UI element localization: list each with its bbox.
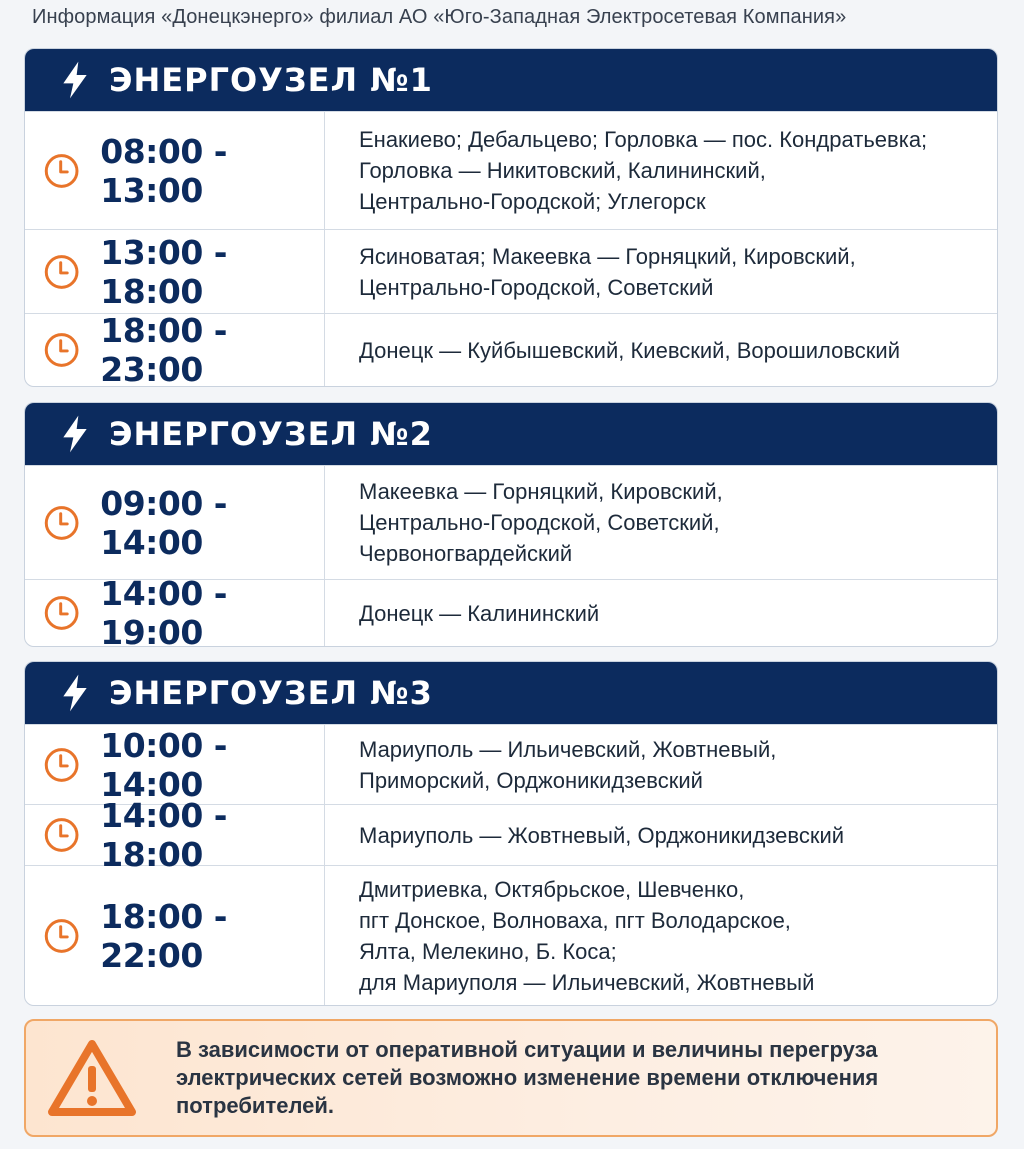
time-cell — [25, 725, 325, 804]
area-line: Центрально-Городской; Углегорск — [359, 189, 706, 214]
warning-line: В зависимости от оперативной ситуации и величины перегруза — [176, 1037, 878, 1062]
area-line: Дмитриевка, Октябрьское, Шевченко, — [359, 876, 745, 902]
time-range: 13:00 - 18:00 — [100, 232, 227, 311]
clock-icon — [43, 593, 80, 633]
time-range: 08:00 - 13:00 — [100, 131, 227, 210]
schedule-row — [25, 865, 997, 1005]
time-range: 18:00 - 23:00 — [100, 311, 227, 387]
area-line: Ялта, Мелекино, Б. Коса; — [359, 938, 617, 964]
source-info: Информация «Донецкэнерго» филиал АО «Юго-Западная Электросетевая Компания» — [32, 6, 847, 28]
lightning-icon — [55, 414, 95, 454]
areas-cell — [325, 725, 997, 804]
schedule-row — [25, 111, 997, 229]
areas-cell — [325, 112, 997, 229]
time-cell — [25, 112, 325, 229]
area-line: пгт Донское, Волноваха, пгт Володарское, — [359, 907, 791, 933]
area-line: Донецк — Калининский — [359, 600, 600, 626]
schedule-row — [25, 574, 997, 647]
node-header — [25, 49, 997, 111]
schedule-row — [25, 465, 997, 579]
schedule-row — [25, 724, 997, 804]
node-header — [25, 403, 997, 465]
area-line: Мариуполь — Жовтневый, Орджоникидзевский — [359, 822, 845, 848]
warning-line: электрических сетей возможно изменение времени отключения — [176, 1065, 879, 1090]
schedule-row — [25, 796, 997, 874]
clock-icon — [43, 252, 80, 292]
area-line: Енакиево; Дебальцево; Горловка — пос. Кондратьевка; — [359, 127, 928, 152]
areas-cell — [325, 805, 997, 865]
power-node-1 — [24, 48, 998, 387]
area-line: Приморский, Орджоникидзевский — [359, 767, 703, 793]
schedule-row — [25, 313, 997, 386]
node-header — [25, 662, 997, 724]
clock-icon — [43, 815, 80, 855]
warning-triangle-icon — [46, 1036, 138, 1120]
clock-icon — [43, 745, 80, 785]
time-cell — [25, 866, 325, 1005]
power-node-3 — [24, 661, 998, 1006]
lightning-icon — [55, 60, 95, 100]
time-cell — [25, 230, 325, 313]
time-cell — [25, 466, 325, 579]
area-line: Мариуполь — Ильичевский, Жовтневый, — [359, 736, 777, 762]
area-line: Макеевка — Горняцкий, Кировский, — [359, 479, 723, 504]
area-line: Ясиноватая; Макеевка — Горняцкий, Кировский, — [359, 243, 856, 269]
area-line: Донецк — Куйбышевский, Киевский, Ворошиловский — [359, 337, 900, 363]
area-line: Горловка — Никитовский, Калининский, — [359, 158, 766, 183]
areas-cell — [325, 866, 997, 1005]
warning-text — [176, 1036, 878, 1120]
schedule-row — [25, 229, 997, 313]
warning-notice — [24, 1019, 998, 1137]
clock-icon — [43, 330, 80, 370]
areas-cell — [325, 466, 997, 579]
time-range: 18:00 - 22:00 — [100, 896, 227, 975]
time-cell — [25, 311, 325, 387]
areas-cell — [325, 230, 997, 313]
area-line: Центрально-Городской, Советский, — [359, 510, 720, 535]
warning-line: потребителей. — [176, 1093, 335, 1118]
power-node-2 — [24, 402, 998, 647]
clock-icon — [43, 916, 80, 956]
clock-icon — [43, 503, 80, 543]
areas-cell — [325, 580, 997, 646]
area-line: для Мариуполя — Ильичевский, Жовтневый — [359, 969, 815, 995]
area-line: Червоногвардейский — [359, 541, 573, 566]
node-title: ЭНЕРГОУЗЕЛ №2 — [109, 415, 433, 453]
area-line: Центрально-Городской, Советский — [359, 274, 714, 300]
lightning-icon — [55, 673, 95, 713]
time-cell — [25, 796, 325, 874]
node-title: ЭНЕРГОУЗЕЛ №3 — [109, 674, 433, 712]
time-range: 10:00 - 14:00 — [100, 725, 227, 804]
time-range: 09:00 - 14:00 — [100, 483, 227, 562]
time-range: 14:00 - 18:00 — [100, 796, 227, 874]
clock-icon — [43, 151, 80, 191]
time-range: 14:00 - 19:00 — [100, 574, 227, 647]
node-title: ЭНЕРГОУЗЕЛ №1 — [109, 61, 433, 99]
areas-cell — [325, 314, 997, 386]
time-cell — [25, 574, 325, 647]
